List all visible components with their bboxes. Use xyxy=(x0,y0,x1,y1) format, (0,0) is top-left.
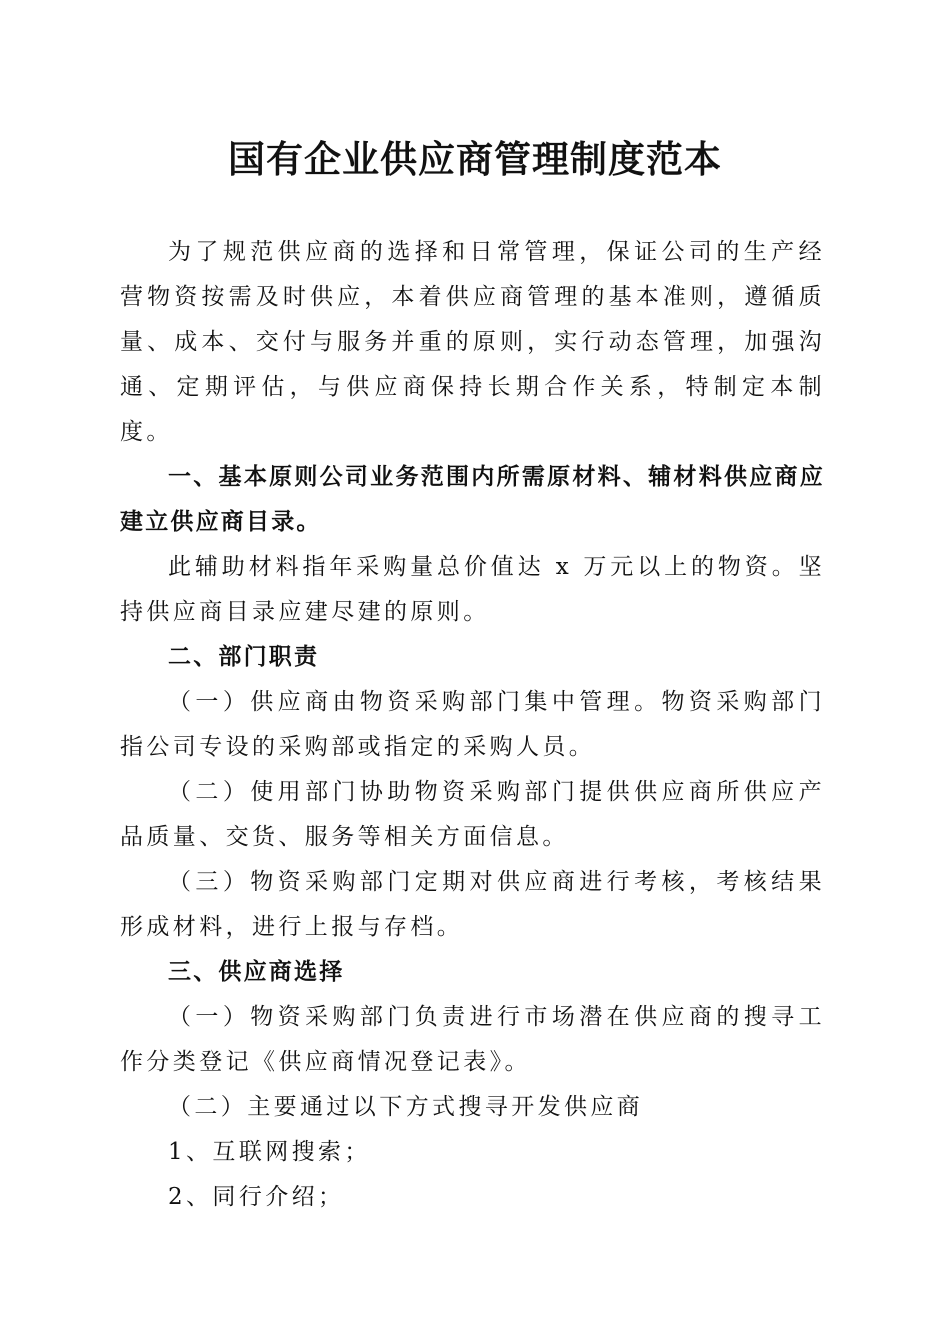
duty-item-3: （三）物资采购部门定期对供应商进行考核，考核结果形成材料，进行上报与存档。 xyxy=(120,869,825,940)
document-title: 国有企业供应商管理制度范本 xyxy=(228,138,722,181)
paragraph-auxiliary-materials: 此辅助材料指年采购量总价值达 x 万元以上的物资。坚持供应商目录应建尽建的原则。 xyxy=(120,554,825,625)
duty-item-1: （一）供应商由物资采购部门集中管理。物资采购部门指公司专设的采购部或指定的采购人员。 xyxy=(120,689,825,760)
intro-paragraph: 为了规范供应商的选择和日常管理，保证公司的生产经营物资按需及时供应，本着供应商管理的基本准则，遵循质量、成本、交付与服务并重的原则，实行动态管理，加强沟通、定期评估，与供应商保持长期合作关系，特制定本制度。 xyxy=(120,239,825,445)
section-heading-basic-principles: 一、基本原则公司业务范围内所需原材料、辅材料供应商应建立供应商目录。 xyxy=(120,464,825,535)
document-body xyxy=(120,230,825,1220)
search-method-1: 1、互联网搜索； xyxy=(168,1139,371,1165)
selection-item-1: （一）物资采购部门负责进行市场潜在供应商的搜寻工作分类登记《供应商情况登记表》。 xyxy=(120,1004,825,1075)
section-heading-supplier-selection: 三、供应商选择 xyxy=(168,959,345,985)
duty-item-2: （二）使用部门协助物资采购部门提供供应商所供应产品质量、交货、服务等相关方面信息。 xyxy=(120,779,825,850)
search-method-2: 2、同行介绍； xyxy=(168,1184,345,1210)
selection-item-2: （二）主要通过以下方式搜寻开发供应商 xyxy=(168,1094,644,1120)
section-heading-department-duties: 二、部门职责 xyxy=(168,644,320,670)
